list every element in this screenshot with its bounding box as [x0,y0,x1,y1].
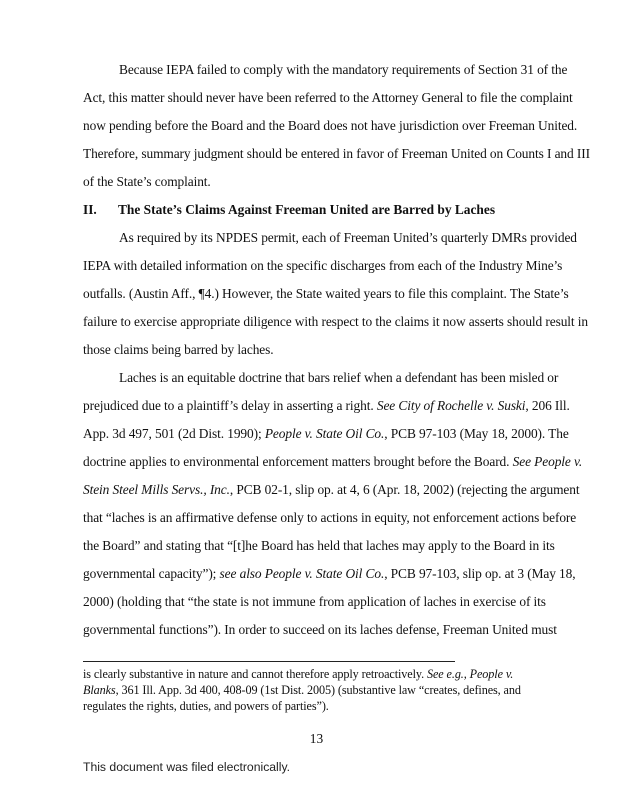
body-line: prejudiced due to a plaintiff’s delay in asserting a right. See City of Rochelle v. Suski, 206 Ill. [83,398,570,413]
body-line: that “laches is an affirmative defense only to actions in equity, not enforcement actions before [83,510,577,525]
filing-footer: This document was filed electronically. [83,760,291,774]
body-line: Stein Steel Mills Servs., Inc., PCB 02-1, slip op. at 4, 6 (Apr. 18, 2002) (rejecting the argument [83,482,580,497]
footnote-line: Blanks, 361 Ill. App. 3d 400, 408-09 (1st Dist. 2005) (substantive law “creates, defines, and [83,683,521,697]
body-line: governmental functions”). In order to succeed on its laches defense, Freeman United must [83,622,557,637]
page-number: 13 [309,731,324,746]
footnote-line: is clearly substantive in nature and cannot therefore apply retroactively. See e.g., People v. [83,667,514,681]
case-citation: See People v. [512,454,583,469]
footnote-line: regulates the rights, duties, and powers of parties”). [83,699,329,713]
case-citation: Stein Steel Mills Servs., Inc. [83,482,230,497]
body-line: Because IEPA failed to comply with the mandatory requirements of Section 31 of the [119,62,568,77]
body-line: IEPA with detailed information on the specific discharges from each of the Industry Mine’s [83,258,563,273]
case-citation: People v. State Oil Co. [264,426,385,441]
body-line: governmental capacity”); see also People v. State Oil Co., PCB 97-103, slip op. at 3 (May 18, [83,566,576,581]
case-citation: see also People v. State Oil Co. [219,566,385,581]
body-line: 2000) (holding that “the state is not immune from application of laches in exercise of its [83,594,546,609]
body-line: of the State’s complaint. [83,174,211,189]
body-line: doctrine applies to environmental enforcement matters brought before the Board. See People v. [83,454,583,469]
body-line: outfalls. (Austin Aff., ¶4.) However, the State waited years to file this complaint. The State’s [83,286,569,301]
body-line: Act, this matter should never have been referred to the Attorney General to file the complaint [83,90,573,105]
body-line: As required by its NPDES permit, each of Freeman United’s quarterly DMRs provided [119,230,577,245]
body-line: failure to exercise appropriate diligence with respect to the claims it now asserts should result in [83,314,589,329]
footnote-separator [83,661,455,662]
case-citation: See e.g., People v. [427,667,514,681]
case-citation: See City of Rochelle v. Suski [376,398,526,413]
body-line: those claims being barred by laches. [83,342,274,357]
section-heading: The State’s Claims Against Freeman United are Barred by Laches [118,202,496,217]
body-line: Therefore, summary judgment should be entered in favor of Freeman United on Counts I and III [83,146,590,161]
body-line: now pending before the Board and the Board does not have jurisdiction over Freeman United. [83,118,578,133]
body-line: App. 3d 497, 501 (2d Dist. 1990); People v. State Oil Co., PCB 97-103 (May 18, 2000). The [83,426,569,441]
body-line: the Board” and stating that “[t]he Board has held that laches may apply to the Board in its [83,538,555,553]
case-citation: Blanks [83,683,116,697]
section-number: II. [83,202,97,217]
body-line: Laches is an equitable doctrine that bars relief when a defendant has been misled or [119,370,559,385]
